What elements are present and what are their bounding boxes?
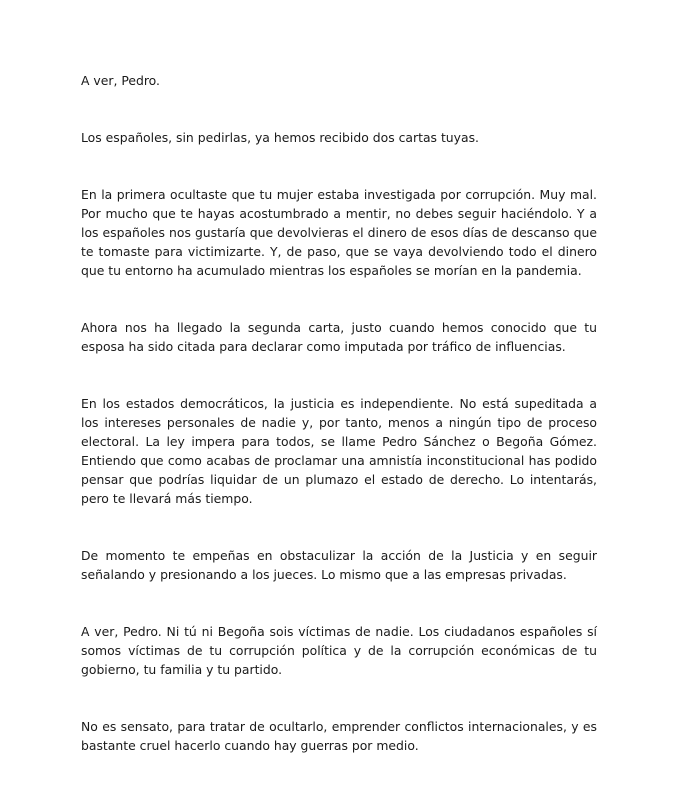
paragraph-conflicts: No es sensato, para tratar de ocultarlo, emprender conflictos internacionales, y es bastante cruel hacerlo cuando hay guerras por medio. — [81, 719, 597, 753]
letter-body — [81, 71, 597, 755]
paragraph-first-letter: En la primera ocultaste que tu mujer estaba investigada por corrupción. Muy mal. Por mucho que te hayas acostumbrado a mentir, no debes seguir haciéndolo. Y a los españoles nos gustaría que devolvieras el dinero de esos días de descanso que te tomaste para victimizarte. Y, de paso, que se vaya devolviendo todo el dinero que tu entorno ha acumulado mientras los españoles se morían en la pandemia. — [81, 187, 597, 278]
paragraph-greeting: A ver, Pedro. — [81, 73, 160, 88]
paragraph-justice: En los estados democráticos, la justicia es independiente. No está supeditada a los intereses personales de nadie y, por tanto, menos a ningún tipo de proceso electoral. La ley impera para todos, se llame Pedro Sánchez o Begoña Gómez. Entiendo que como acabas de proclamar una amnistía inconstitucional has podido pensar que podrías liquidar de un plumazo el estado de derecho. Lo intentarás, pero te llevará más tiempo. — [81, 396, 597, 506]
paragraph-second-letter: Ahora nos ha llegado la segunda carta, justo cuando hemos conocido que tu esposa ha sido citada para declarar como imputada por tráfico de influencias. — [81, 320, 597, 354]
paragraph-victims: A ver, Pedro. Ni tú ni Begoña sois víctimas de nadie. Los ciudadanos españoles sí somos víctimas de tu corrupción política y de la corrupción económicas de tu gobierno, tu familia y tu partido. — [81, 624, 597, 677]
paragraph-two-letters: Los españoles, sin pedirlas, ya hemos recibido dos cartas tuyas. — [81, 130, 479, 145]
paragraph-obstruction: De momento te empeñas en obstaculizar la acción de la Justicia y en seguir señalando y presionando a los jueces. Lo mismo que a las empresas privadas. — [81, 548, 597, 582]
